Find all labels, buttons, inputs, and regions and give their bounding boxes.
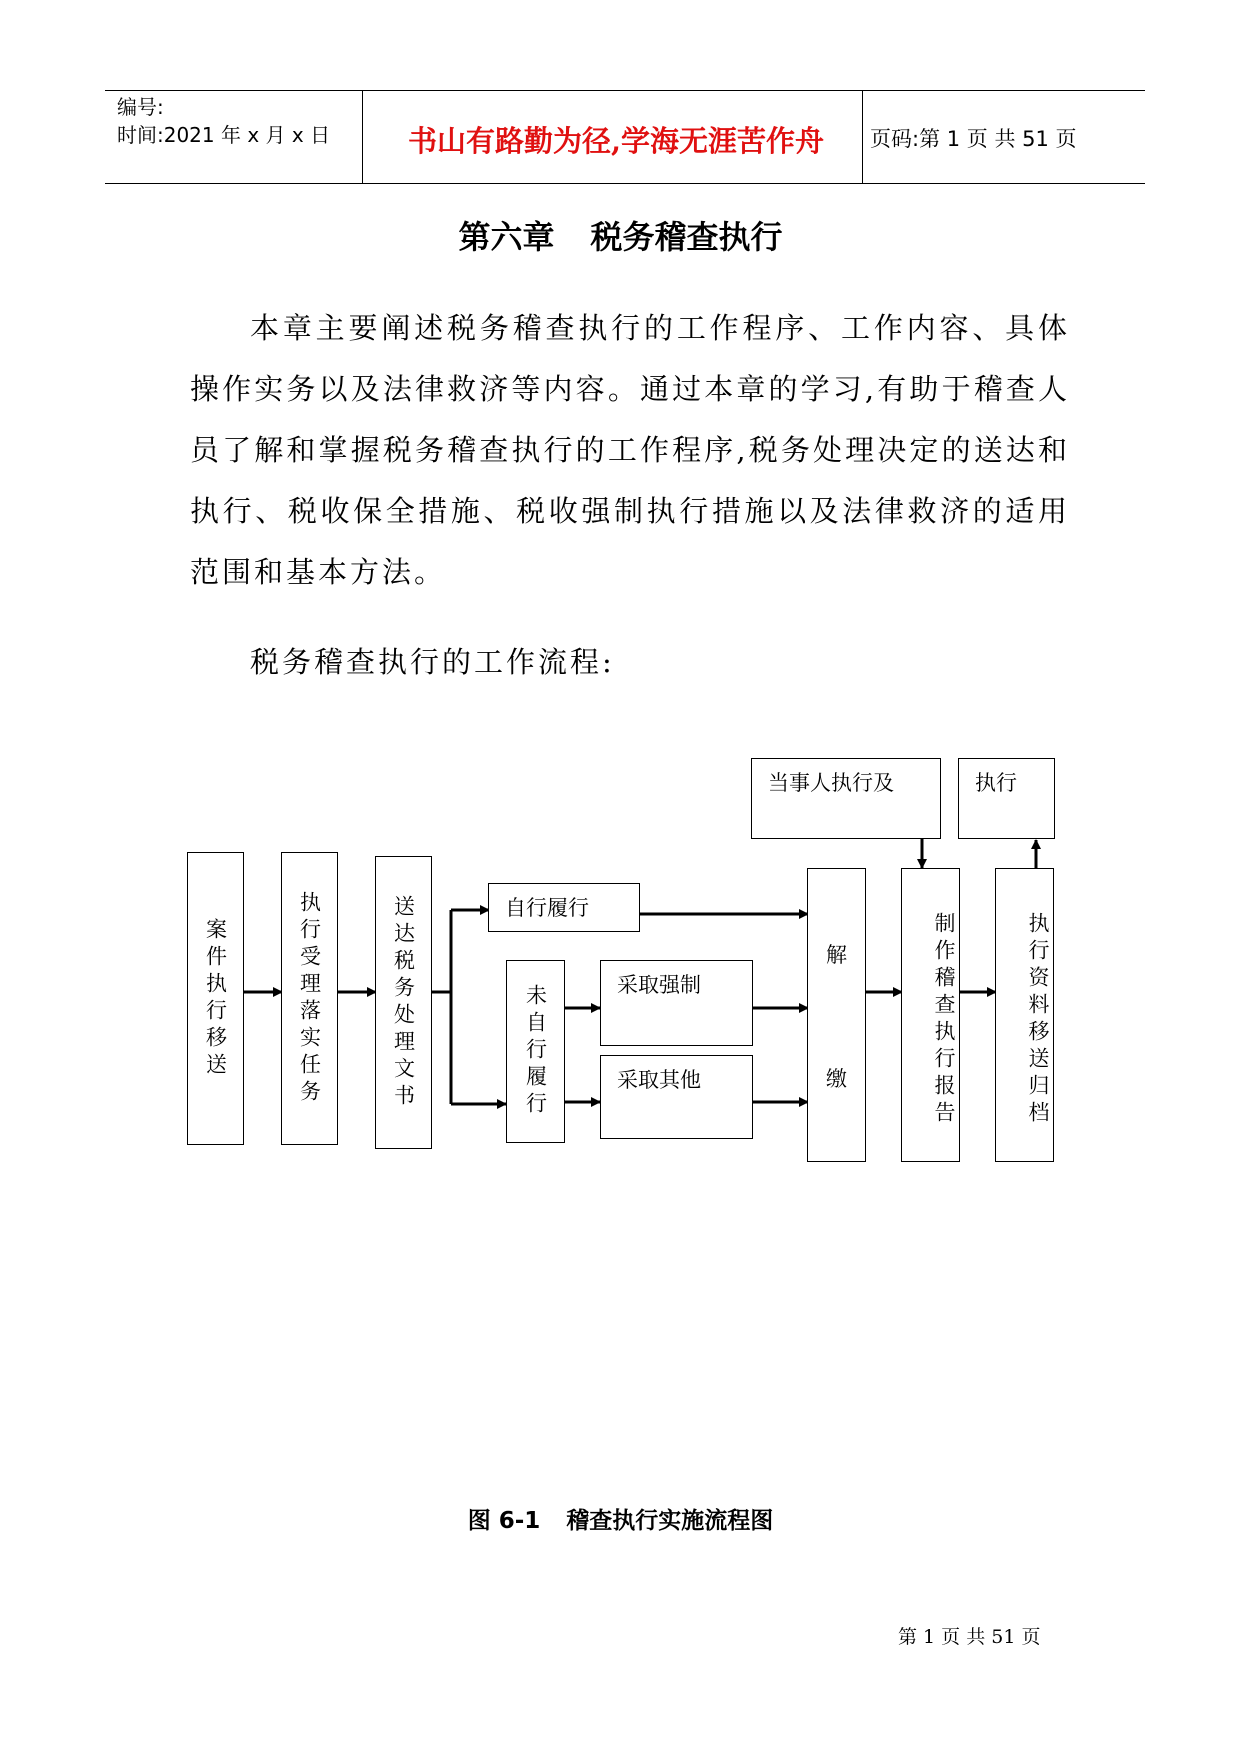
page-footer: 第 1 页 共 51 页 bbox=[898, 1626, 1041, 1648]
figure-number: 图 6-1 bbox=[467, 1508, 541, 1534]
box-not-self-perform: 未自行履行 bbox=[506, 960, 565, 1143]
box-report: 制作稽查执行报告 bbox=[901, 868, 960, 1162]
header-motto: 书山有路勤为径,学海无涯苦作舟 bbox=[407, 124, 825, 158]
box-case-transfer: 案件执行移送 bbox=[187, 852, 244, 1145]
box-payment bbox=[807, 868, 866, 1162]
chapter-name: 税务稽查执行 bbox=[590, 218, 783, 256]
box-archive: 执行资料移送归档 bbox=[995, 868, 1054, 1162]
payment-label-top: 解 bbox=[826, 943, 847, 967]
document-number-label: 编号: bbox=[117, 95, 164, 119]
box-force-measures: 采取强制 bbox=[600, 960, 753, 1046]
box-party-execution: 当事人执行及 bbox=[751, 758, 941, 839]
box-execution: 执行 bbox=[958, 758, 1055, 839]
figure-caption bbox=[0, 1502, 1241, 1535]
intro-paragraph: 本章主要阐述税务稽查执行的工作程序、工作内容、具体操作实务以及法律救济等内容。通过本章的学习,有助于稽查人员了解和掌握税务稽查执行的工作程序,税务处理决定的送达和执行、税收保全措施、税收强制执行措施以及法律救济的适用范围和基本方法。 bbox=[190, 311, 1070, 589]
figure-title: 稽查执行实施流程图 bbox=[566, 1508, 774, 1534]
document-date-label: 时间:2021 年 x 月 x 日 bbox=[117, 123, 331, 147]
box-other-measures: 采取其他 bbox=[600, 1055, 753, 1139]
box-deliver-docs: 送达税务处理文书 bbox=[375, 856, 432, 1149]
header-page-info: 页码:第 1 页 共 51 页 bbox=[870, 127, 1077, 151]
payment-label-bottom: 缴 bbox=[826, 1067, 847, 1091]
flow-intro: 税务稽查执行的工作流程: bbox=[250, 645, 615, 679]
box-self-perform: 自行履行 bbox=[488, 883, 640, 932]
box-accept-task: 执行受理落实任务 bbox=[281, 852, 338, 1145]
chapter-number: 第六章 bbox=[458, 218, 555, 256]
